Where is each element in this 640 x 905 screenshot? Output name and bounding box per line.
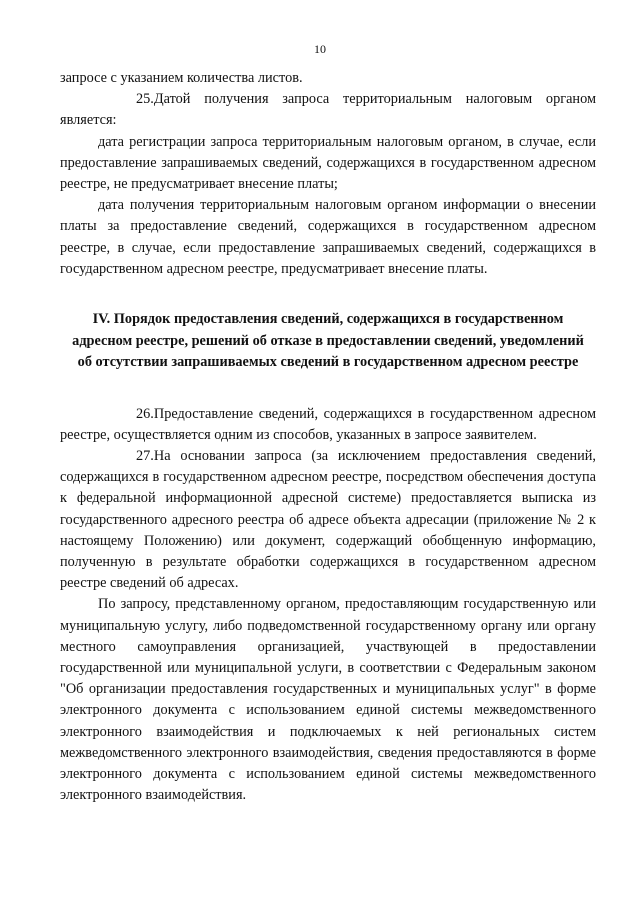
clause-number-27: 27.: [136, 447, 154, 464]
paragraph-27-text: На основании запроса (за исключением предоставления сведений, содержащихся в государственном адресном реестре, посредством обеспечения доступа к федеральной информационной адресной системе) предоставляется выписка из государственного адресного реестра об адресе объекта адресации (приложение № 2 к настоящему Положению) или документ, содержащий обобщенную информацию, полученную в результате обработки содержащихся в государственном адресном реестре сведений об адресах.: [60, 447, 596, 592]
paragraph-25-text: Датой получения запроса территориальным налоговым органом является:: [60, 91, 596, 129]
page-number: 10: [314, 42, 326, 56]
paragraph-27: [60, 446, 596, 594]
clause-number-26: 26.: [136, 405, 154, 422]
paragraph-payment-date: дата получения территориальным налоговым органом информации о внесении платы за предоставление сведений, содержащихся в государственном адресном реестре, в случае, если предоставление запрашиваемых сведений, содержащихся в государственном адресном реестре, предусматривает внесение платы.: [60, 197, 596, 277]
paragraph-26-text: Предоставление сведений, содержащихся в государственном адресном реестре, осуществляется одним из способов, указанных в запросе заявителем.: [60, 405, 596, 443]
paragraph-26: [60, 404, 596, 446]
document-body: [60, 68, 596, 806]
paragraph-electronic-request: По запросу, представленному органом, предоставляющим государственную или муниципальную услугу, либо подведомственной государственному органу или органу местного самоуправления организацией, участвующей в предоставлении государственной или муниципальной услуги, в соответствии с Федеральным законом "Об организации предоставления государственных и муниципальных услуг" в форме электронного документа с использованием единой системы межведомственного электронного взаимодействия и подключаемых к ней региональных систем межведомственного электронного взаимодействия, сведения предоставляются в форме электронного документа с использованием единой системы межведомственного электронного взаимодействия.: [60, 596, 596, 804]
paragraph-continuation: запросе с указанием количества листов.: [60, 70, 303, 86]
section-heading-iv: IV. Порядок предоставления сведений, содержащихся в государственном адресном реестре, решений об отказе в предоставлении сведений, уведомлений об отсутствии запрашиваемых сведений в государственном адресном реестре: [72, 311, 584, 371]
clause-number-25: 25.: [136, 91, 154, 108]
paragraph-registration-date: дата регистрации запроса территориальным налоговым органом, в случае, если предоставление запрашиваемых сведений, содержащихся в государственном адресном реестре, не предусматривает внесение платы;: [60, 133, 596, 193]
paragraph-25: [60, 89, 596, 131]
